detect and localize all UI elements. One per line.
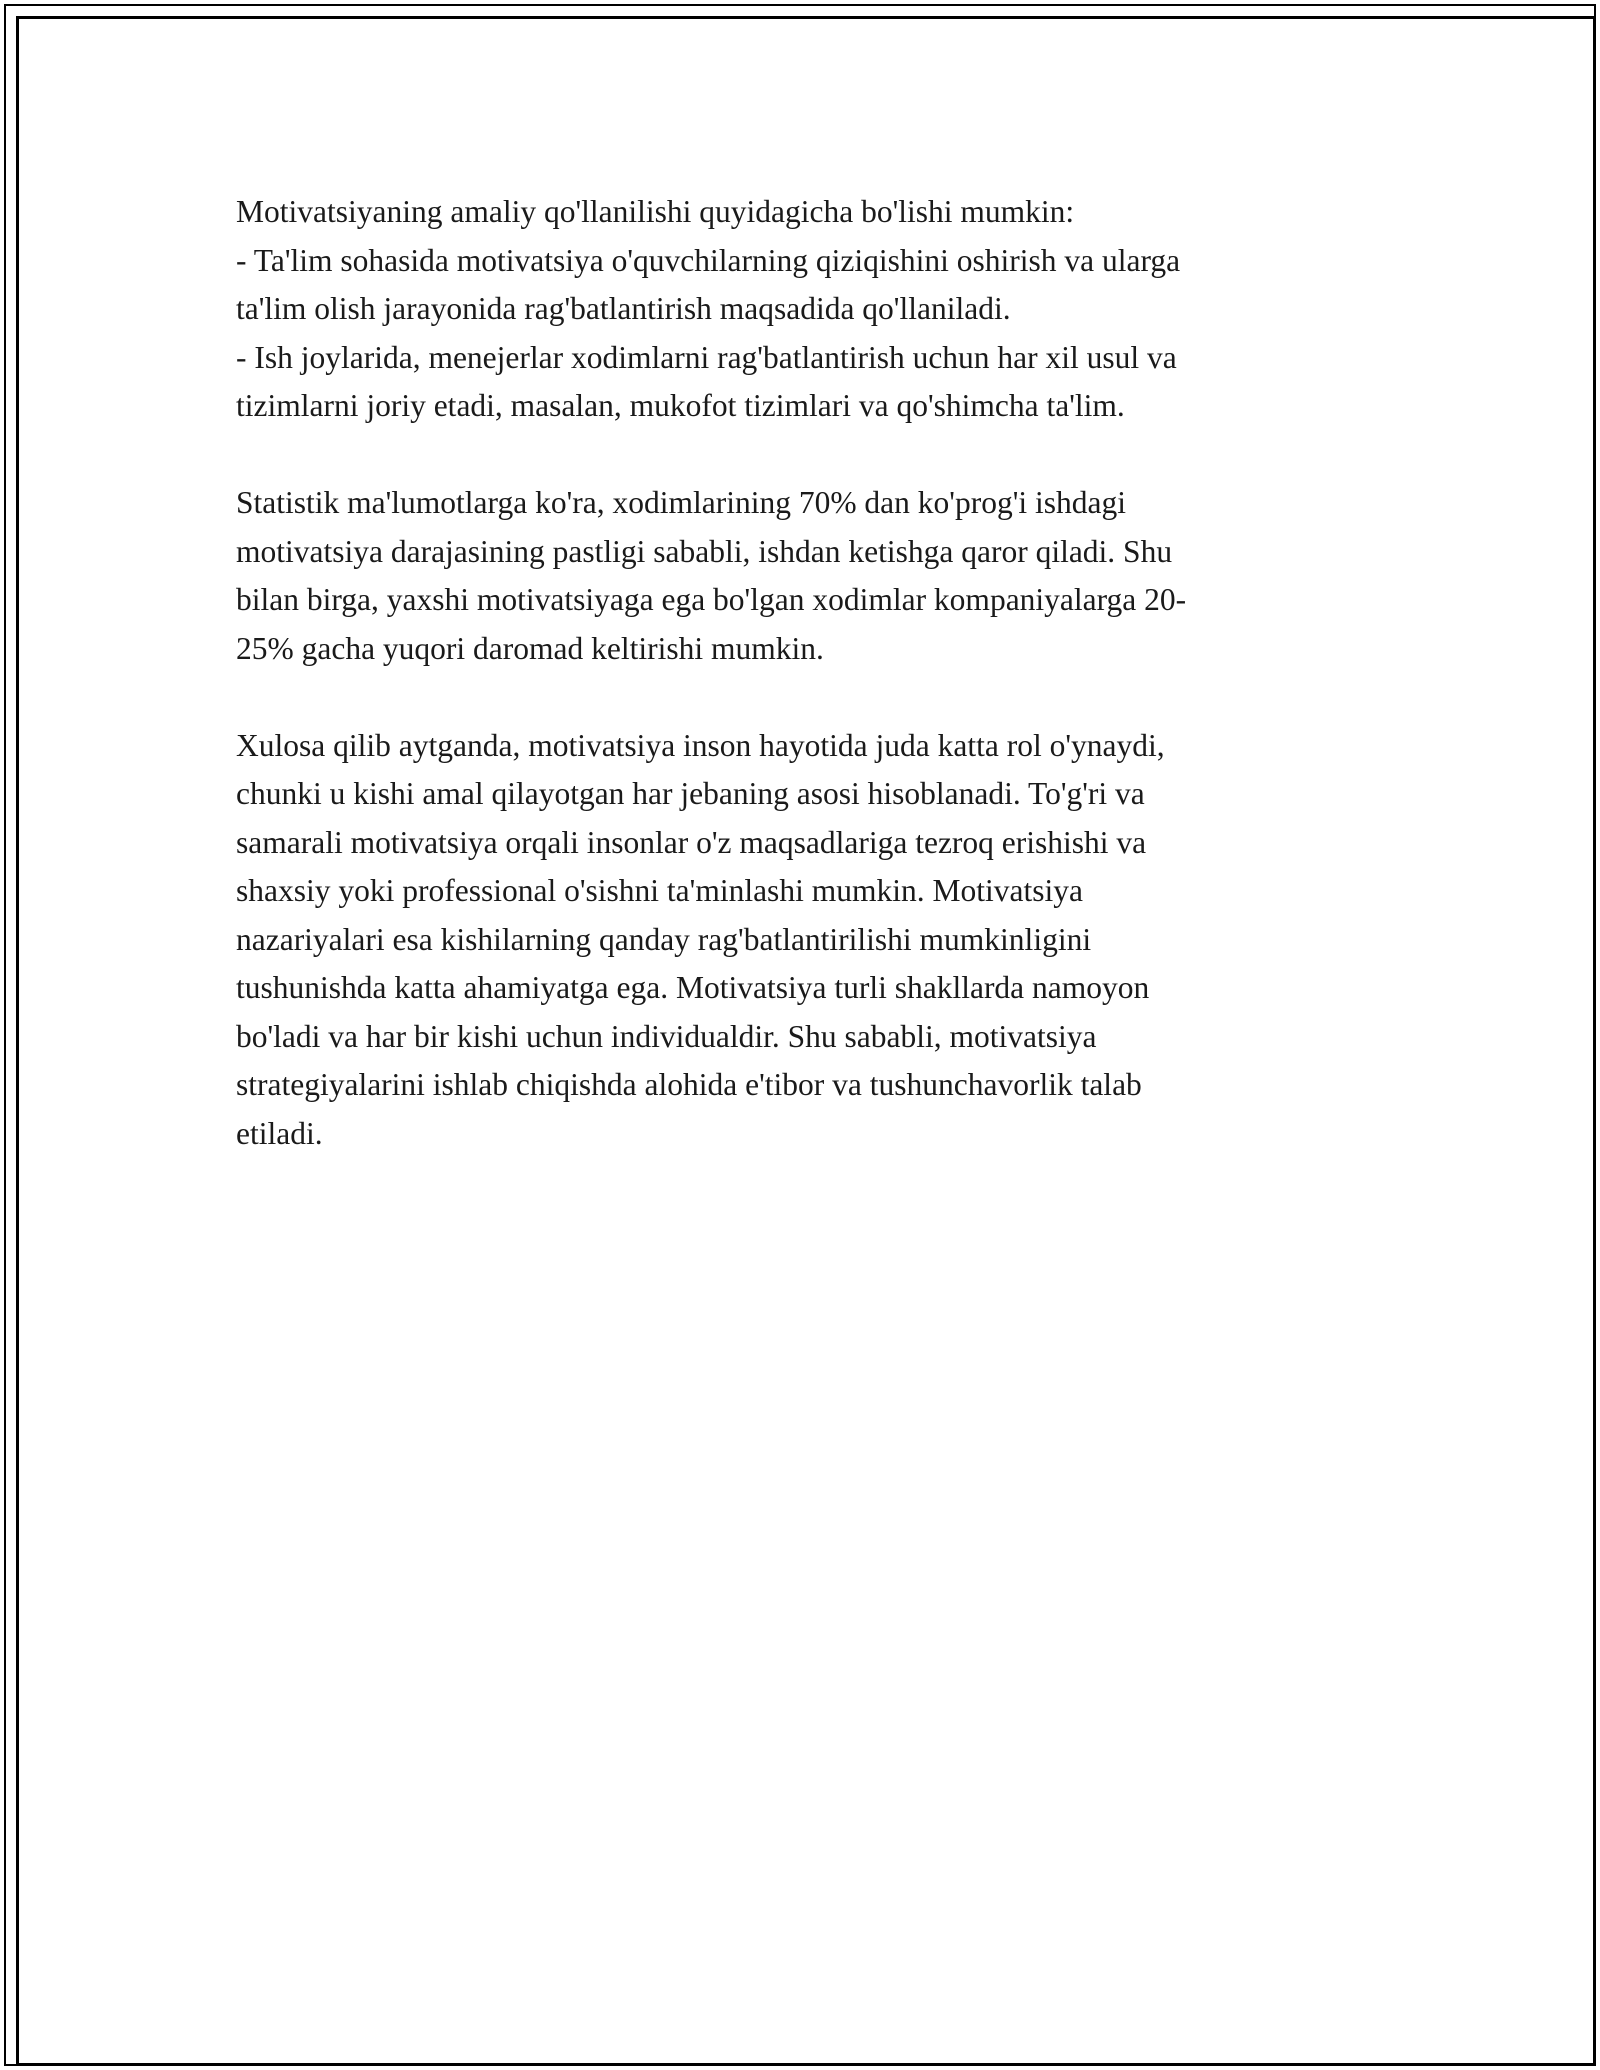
text-line: Statistik ma'lumotlarga ko'ra, xodimlarining 70% dan ko'prog'i ishdagi [236,485,1126,520]
text-line: strategiyalarini ishlab chiqishda alohida e'tibor va tushunchavorlik talab [236,1067,1142,1102]
text-line: etiladi. [236,1115,323,1151]
paragraph-conclusion [236,722,1366,1159]
text-line: shaxsiy yoki professional o'sishni ta'minlashi mumkin. Motivatsiya [236,873,1083,908]
text-line: nazariyalari esa kishilarning qanday rag'batlantirilishi mumkinligini [236,921,1092,957]
text-line: bilan birga, yaxshi motivatsiyaga ega bo'lgan xodimlar kompaniyalarga 20- [236,582,1187,617]
text-line: ta'lim olish jarayonida rag'batlantirish maqsadida qo'llaniladi. [236,291,1011,326]
text-line: - Ta'lim sohasida motivatsiya o'quvchilarning qiziqishini oshirish va ularga [236,242,1181,278]
text-line: Xulosa qilib aytganda, motivatsiya inson hayotida juda katta rol o'ynaydi, [236,727,1165,763]
text-line: samarali motivatsiya orqali insonlar o'z maqsadlariga tezroq erishishi va [236,824,1147,860]
text-line: tushunishda katta ahamiyatga ega. Motivatsiya turli shakllarda namoyon [236,970,1150,1005]
text-line: chunki u kishi amal qilayotgan har jebaning asosi hisoblanadi. To'g'ri va [236,776,1145,811]
text-line: tizimlarni joriy etadi, masalan, mukofot tizimlari va qo'shimcha ta'lim. [236,388,1125,423]
text-line: motivatsiya darajasining pastligi sababli, ishdan ketishga qaror qiladi. Shu [236,533,1173,569]
text-line: bo'ladi va har bir kishi uchun individualdir. Shu sababli, motivatsiya [236,1018,1097,1054]
text-line: Motivatsiyaning amaliy qo'llanilishi quyidagicha bo'lishi mumkin: [236,194,1075,229]
paragraph-practical-application [236,188,1366,431]
text-line: 25% gacha yuqori daromad keltirishi mumkin. [236,630,824,666]
text-line: - Ish joylarida, menejerlar xodimlarni rag'batlantirish uchun har xil usul va [236,339,1177,375]
document-body [236,188,1366,1207]
paragraph-statistics [236,479,1366,673]
